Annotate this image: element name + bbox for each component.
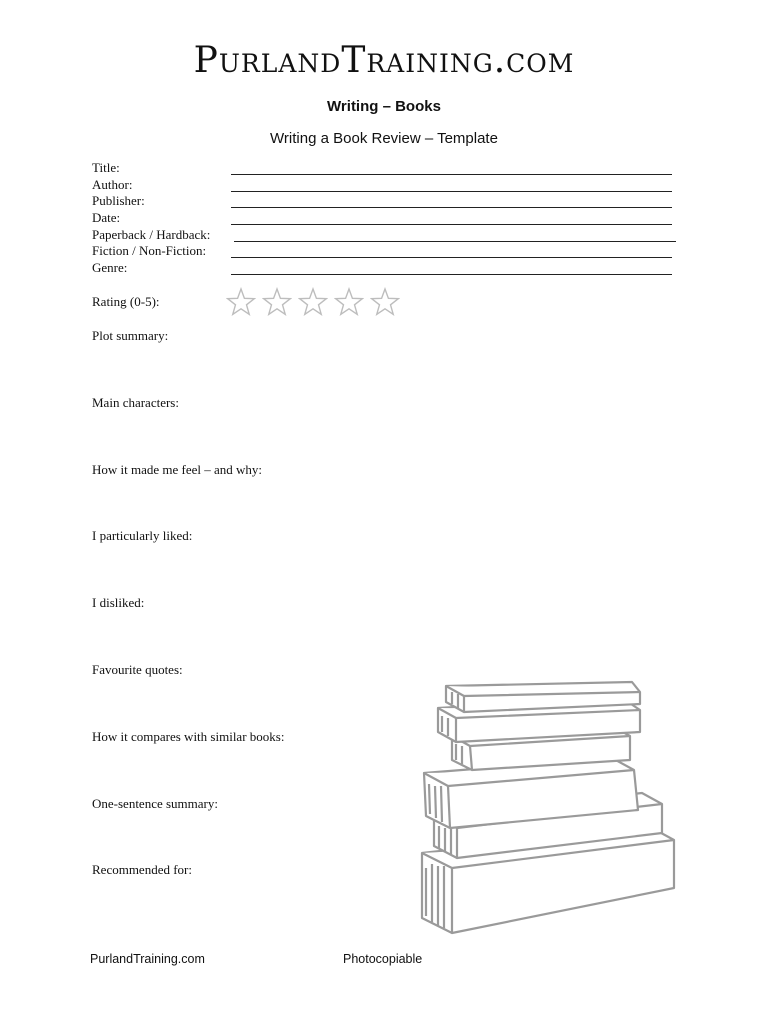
write-line[interactable] — [231, 274, 672, 275]
field-genre[interactable] — [92, 260, 682, 277]
write-line[interactable] — [231, 174, 672, 175]
star-icon[interactable] — [334, 287, 364, 319]
book-stack-icon — [412, 678, 678, 945]
section-quotes: Favourite quotes: — [92, 662, 183, 677]
field-title[interactable] — [92, 160, 682, 177]
section-comparison: How it compares with similar books: — [92, 729, 285, 744]
star-icon[interactable] — [298, 287, 328, 319]
section-one-sentence: One-sentence summary: — [92, 796, 218, 811]
section-main-characters: Main characters: — [92, 395, 179, 410]
write-line[interactable] — [234, 241, 676, 242]
section-recommended: Recommended for: — [92, 862, 192, 877]
star-icon[interactable] — [262, 287, 292, 319]
field-label: Title: — [92, 160, 120, 175]
field-author[interactable] — [92, 177, 682, 194]
rating-label: Rating (0-5): — [92, 294, 160, 309]
section-liked: I particularly liked: — [92, 528, 193, 543]
info-fields — [92, 160, 682, 277]
field-fiction[interactable] — [92, 243, 682, 260]
rating-stars[interactable] — [226, 287, 400, 319]
section-plot-summary: Plot summary: — [92, 328, 169, 343]
worksheet-title: Writing a Book Review – Template — [270, 130, 498, 147]
field-label: Paperback / Hardback: — [92, 226, 211, 242]
field-label: Author: — [92, 176, 133, 192]
field-format[interactable] — [92, 227, 682, 244]
field-label: Publisher: — [92, 193, 145, 209]
write-line[interactable] — [231, 207, 672, 208]
worksheet-subtitle: Writing – Books — [327, 98, 441, 115]
write-line[interactable] — [231, 191, 672, 192]
footer-photocopiable: Photocopiable — [343, 952, 423, 966]
star-icon[interactable] — [370, 287, 400, 319]
field-label: Date: — [92, 210, 121, 226]
section-disliked: I disliked: — [92, 595, 145, 610]
field-label: Fiction / Non-Fiction: — [92, 243, 207, 259]
brand-title: PurlandTraining.com — [193, 40, 575, 81]
field-label: Genre: — [92, 260, 128, 276]
field-publisher[interactable] — [92, 193, 682, 210]
write-line[interactable] — [231, 224, 672, 225]
field-date[interactable] — [92, 210, 682, 227]
footer-brand: PurlandTraining.com — [90, 952, 205, 966]
star-icon[interactable] — [226, 287, 256, 319]
section-feelings: How it made me feel – and why: — [92, 462, 263, 477]
write-line[interactable] — [231, 257, 672, 258]
